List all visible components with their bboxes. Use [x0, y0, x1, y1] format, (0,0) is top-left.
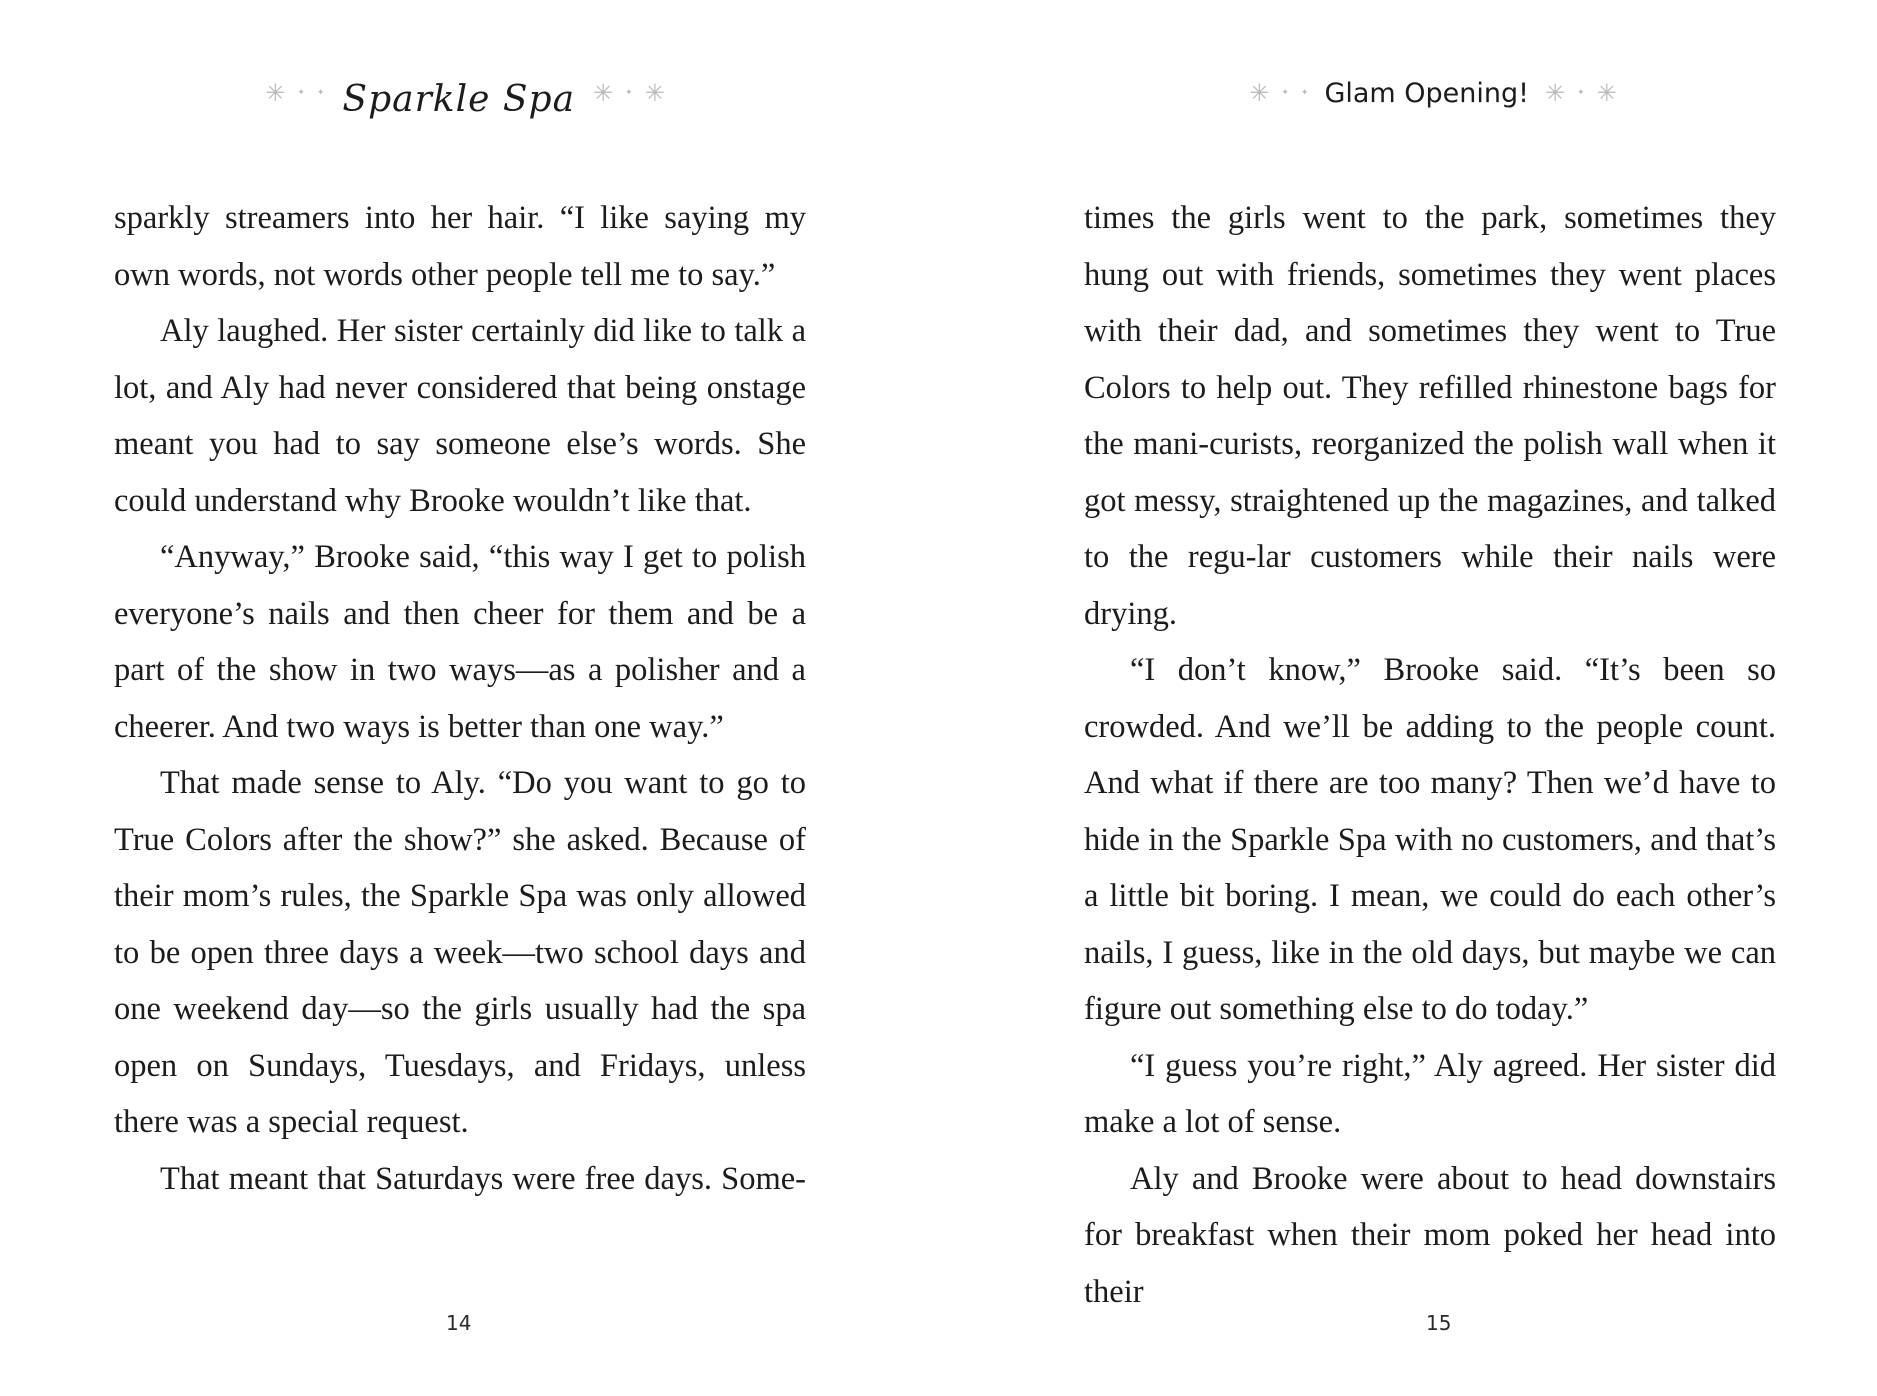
- left-running-head: [255, 58, 675, 128]
- series-logo-title: Sparkle Spa: [342, 78, 576, 120]
- paragraph: sparkly streamers into her hair. “I like saying my own words, not words other people tell me to say.”: [114, 200, 806, 293]
- right-ornament-trailing: [1545, 81, 1617, 105]
- left-page-number: 14: [446, 1311, 472, 1335]
- paragraph: Aly laughed. Her sister certainly did like to talk a lot, and Aly had never considered that being onstage meant you had to say someone else’s words. She could understand why Brooke wouldn’t like that.: [114, 313, 806, 519]
- sparkle-star-icon: ✳: [1596, 79, 1617, 107]
- left-ornament-trailing: [593, 81, 665, 105]
- sparkle-star-icon: ✳: [644, 79, 665, 107]
- paragraph: “I guess you’re right,” Aly agreed. Her sister did make a lot of sense.: [1084, 1047, 1776, 1140]
- dot-star-icon: ✦: [625, 87, 633, 98]
- sparkle-star-icon: ✳: [265, 79, 286, 107]
- left-body-text: [114, 190, 806, 1207]
- paragraph: “Anyway,” Brooke said, “this way I get to polish everyone’s nails and then cheer for them and be a part of the show in two ways—as a polisher and a cheerer. And two ways is better than one way.”: [114, 539, 806, 745]
- right-body-text: [1084, 190, 1776, 1320]
- paragraph: That made sense to Aly. “Do you want to go to True Colors after the show?” she asked. Because of their mom’s rules, the Sparkle Spa was only allowed to be open three days a week—two school days and one weekend day—so the girls usually had the spa open on Sundays, Tuesdays, and Fridays, unless there was a special request.: [114, 765, 806, 1140]
- sparkle-star-icon: ✳: [593, 79, 614, 107]
- chapter-title: Glam Opening!: [1324, 77, 1529, 109]
- left-ornament-leading: [265, 81, 324, 105]
- left-page: [0, 0, 938, 1396]
- sparkle-star-icon: ✳: [1544, 79, 1566, 107]
- right-running-head: [1223, 58, 1643, 128]
- sparkle-star-icon: ✳: [1249, 79, 1270, 107]
- dot-star-icon: ✦: [1300, 87, 1309, 98]
- paragraph: Aly and Brooke were about to head downstairs for breakfast when their mom poked her head into their: [1084, 1160, 1776, 1310]
- paragraph: That meant that Saturdays were free days. Some-: [160, 1160, 806, 1197]
- dot-star-icon: ✦: [1281, 87, 1289, 98]
- dot-star-icon: ✦: [1577, 87, 1585, 98]
- dot-star-icon: ✦: [316, 87, 325, 98]
- dot-star-icon: ✦: [297, 87, 305, 98]
- right-ornament-leading: [1249, 81, 1308, 105]
- paragraph: “I don’t know,” Brooke said. “It’s been so crowded. And we’ll be adding to the people count. And what if there are too many? Then we’d have to hide in the Sparkle Spa with no customers, and that’s a little bit boring. I mean, we could do each other’s nails, I guess, like in the old days, but maybe we can figure out something else to do today.”: [1084, 652, 1776, 1027]
- right-page-number: 15: [1426, 1311, 1452, 1335]
- paragraph: times the girls went to the park, sometimes they hung out with friends, sometimes they went places with their dad, and sometimes they went to True Colors to help out. They refilled rhinestone bags for the mani-curists, reorganized the polish wall when it got messy, straightened up the magazines, and talked to the regu-lar customers while their nails were drying.: [1084, 200, 1776, 632]
- right-page: [938, 0, 1876, 1396]
